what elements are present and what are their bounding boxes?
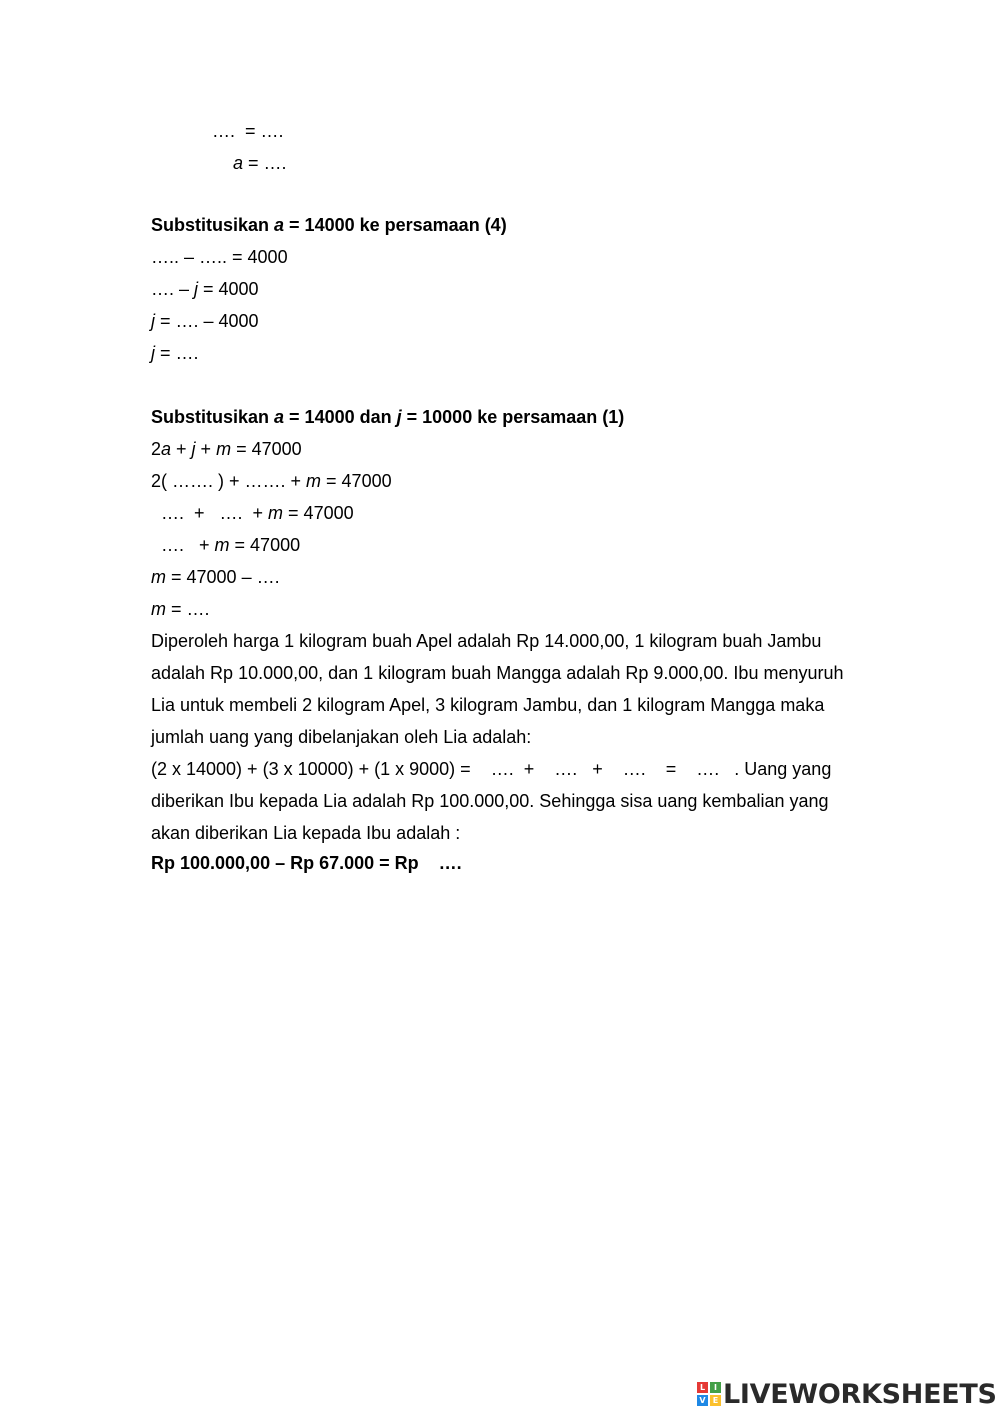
paragraph-line-2: adalah Rp 10.000,00, dan 1 kilogram buah Mangga adalah Rp 9.000,00. Ibu menyuruh xyxy=(151,663,844,683)
m-step-6: m = …. xyxy=(151,599,210,619)
final-answer-line: Rp 100.000,00 – Rp 67.000 = Rp …. xyxy=(151,853,462,873)
logo-mark-icon xyxy=(697,1382,721,1406)
j-step-1: ….. – ….. = 4000 xyxy=(151,247,288,267)
j-step-3: j = …. – 4000 xyxy=(151,311,259,331)
j-step-4: j = …. xyxy=(151,343,199,363)
m-step-3: …. + …. + m = 47000 xyxy=(151,503,354,523)
j-step-2: …. – j = 4000 xyxy=(151,279,259,299)
heading-substitute-a-j: Substitusikan a = 14000 dan j = 10000 ke persamaan (1) xyxy=(151,407,625,427)
m-step-1: 2a + j + m = 47000 xyxy=(151,439,302,459)
logo-mark-tile: I xyxy=(710,1382,721,1393)
liveworksheets-logo xyxy=(697,1380,997,1408)
m-step-4: …. + m = 47000 xyxy=(151,535,301,555)
paragraph-line-7: akan diberikan Lia kepada Ibu adalah : xyxy=(151,823,461,843)
paragraph-line-1: Diperoleh harga 1 kilogram buah Apel adalah Rp 14.000,00, 1 kilogram buah Jambu xyxy=(151,631,822,651)
logo-mark-tile: V xyxy=(697,1395,708,1406)
m-step-5: m = 47000 – …. xyxy=(151,567,280,587)
m-step-2: 2( ……. ) + ……. + m = 47000 xyxy=(151,471,392,491)
blank-equation: …. = …. xyxy=(212,121,284,141)
paragraph-line-3: Lia untuk membeli 2 kilogram Apel, 3 kilogram Jambu, dan 1 kilogram Mangga maka xyxy=(151,695,825,715)
a-result-line: a = …. xyxy=(233,153,287,173)
paragraph-line-5: (2 x 14000) + (3 x 10000) + (1 x 9000) = …. + …. + …. = …. . Uang yang xyxy=(151,759,832,779)
logo-mark-tile: E xyxy=(710,1395,721,1406)
logo-text: LIVEWORKSHEETS xyxy=(723,1378,997,1410)
paragraph-line-6: diberikan Ibu kepada Lia adalah Rp 100.000,00. Sehingga sisa uang kembalian yang xyxy=(151,791,829,811)
heading-substitute-a: Substitusikan a = 14000 ke persamaan (4) xyxy=(151,215,507,235)
paragraph-line-4: jumlah uang yang dibelanjakan oleh Lia adalah: xyxy=(151,727,532,747)
logo-mark-tile: L xyxy=(697,1382,708,1393)
